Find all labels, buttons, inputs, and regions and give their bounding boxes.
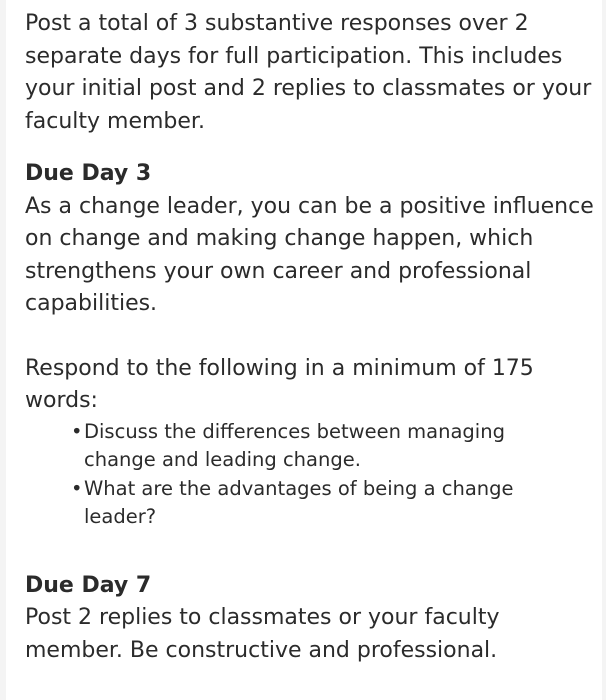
due-day-7-heading: Due Day 7 bbox=[25, 572, 152, 598]
bullet-icon: • bbox=[71, 476, 83, 500]
document-page bbox=[6, 0, 602, 700]
assignment-content bbox=[25, 8, 595, 667]
list-item-text: What are the advantages of being a change leader? bbox=[84, 476, 514, 528]
due-day-3-paragraph: As a change leader, you can be a positive influence on change and making change happen, which strengthens your own career and professional capabilities. bbox=[25, 193, 594, 316]
bullet-icon: • bbox=[71, 419, 83, 443]
list-item-text: Discuss the differences between managing change and leading change. bbox=[84, 419, 505, 471]
list-item bbox=[63, 418, 563, 475]
list-item bbox=[63, 475, 563, 532]
prompt-paragraph: Respond to the following in a minimum of 175 words: bbox=[25, 355, 534, 413]
due-day-3-heading: Due Day 3 bbox=[25, 161, 152, 186]
prompt-bullet-list bbox=[63, 418, 563, 532]
due-day-7-paragraph: Post 2 replies to classmates or your faculty member. Be constructive and professional. bbox=[25, 605, 500, 663]
intro-paragraph: Post a total of 3 substantive responses over 2 separate days for full participation. This includes your initial post and 2 replies to classmates or your faculty member. bbox=[25, 11, 592, 134]
